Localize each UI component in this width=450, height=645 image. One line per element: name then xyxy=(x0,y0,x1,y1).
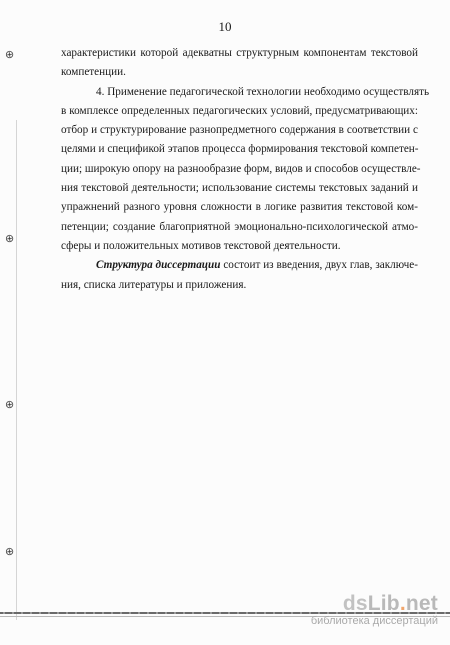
emphasis-term: Структура диссертации xyxy=(96,259,221,272)
text-line: ния текстовой деятельности; использование системы текстовых заданий и xyxy=(61,182,418,195)
logo-part-dot: . xyxy=(399,592,406,615)
text-line: ции; широкую опору на разнообразие форм, видов и способов осуществле- xyxy=(61,162,421,175)
margin-mark-icon: ⊕ xyxy=(3,231,16,246)
logo-part-ds: ds xyxy=(342,592,368,615)
logo-part-net: net xyxy=(405,592,438,615)
margin-mark-icon: ⊕ xyxy=(3,544,16,559)
text-line: отбор и структурирование разнопредметного содержания в соответствии с xyxy=(61,124,418,137)
text-line: характеристики которой адекватны структурным компонентам текстовой xyxy=(61,47,418,59)
dslib-subtitle: библиотека диссертаций xyxy=(310,615,438,627)
text-line: компетенции. xyxy=(61,66,126,79)
page-number: 10 xyxy=(218,19,232,34)
text-line xyxy=(61,256,418,275)
paragraph-continuation xyxy=(61,44,418,83)
text-line: петенции; создание благоприятной эмоционально-психологической атмо- xyxy=(61,220,418,233)
text-line: целями и спецификой этапов процесса формирования текстовой компетен- xyxy=(61,143,419,156)
dslib-watermark xyxy=(311,594,438,628)
body-text xyxy=(61,44,430,295)
paragraph-structure xyxy=(61,256,418,295)
text-line: упражнений разного уровня сложности в логике развития текстовой ком- xyxy=(61,201,418,214)
scan-edge-line xyxy=(16,120,17,620)
margin-mark-icon: ⊕ xyxy=(3,47,16,62)
text-line: в комплексе определенных педагогических условий, предусматривающих: xyxy=(61,104,418,117)
dslib-logo xyxy=(311,594,438,614)
text-line: ния, списка литературы и приложения. xyxy=(61,278,247,291)
text-span: состоит из введения, двух глав, заключе- xyxy=(220,259,418,272)
margin-mark-icon: ⊕ xyxy=(3,397,16,412)
text-line: сферы и положительных мотивов текстовой деятельности. xyxy=(61,239,341,252)
logo-part-lib: Lib xyxy=(367,592,400,615)
paragraph-item-4 xyxy=(61,83,430,257)
text-line: 4. Применение педагогической технологии необходимо осуществлять xyxy=(96,85,430,98)
